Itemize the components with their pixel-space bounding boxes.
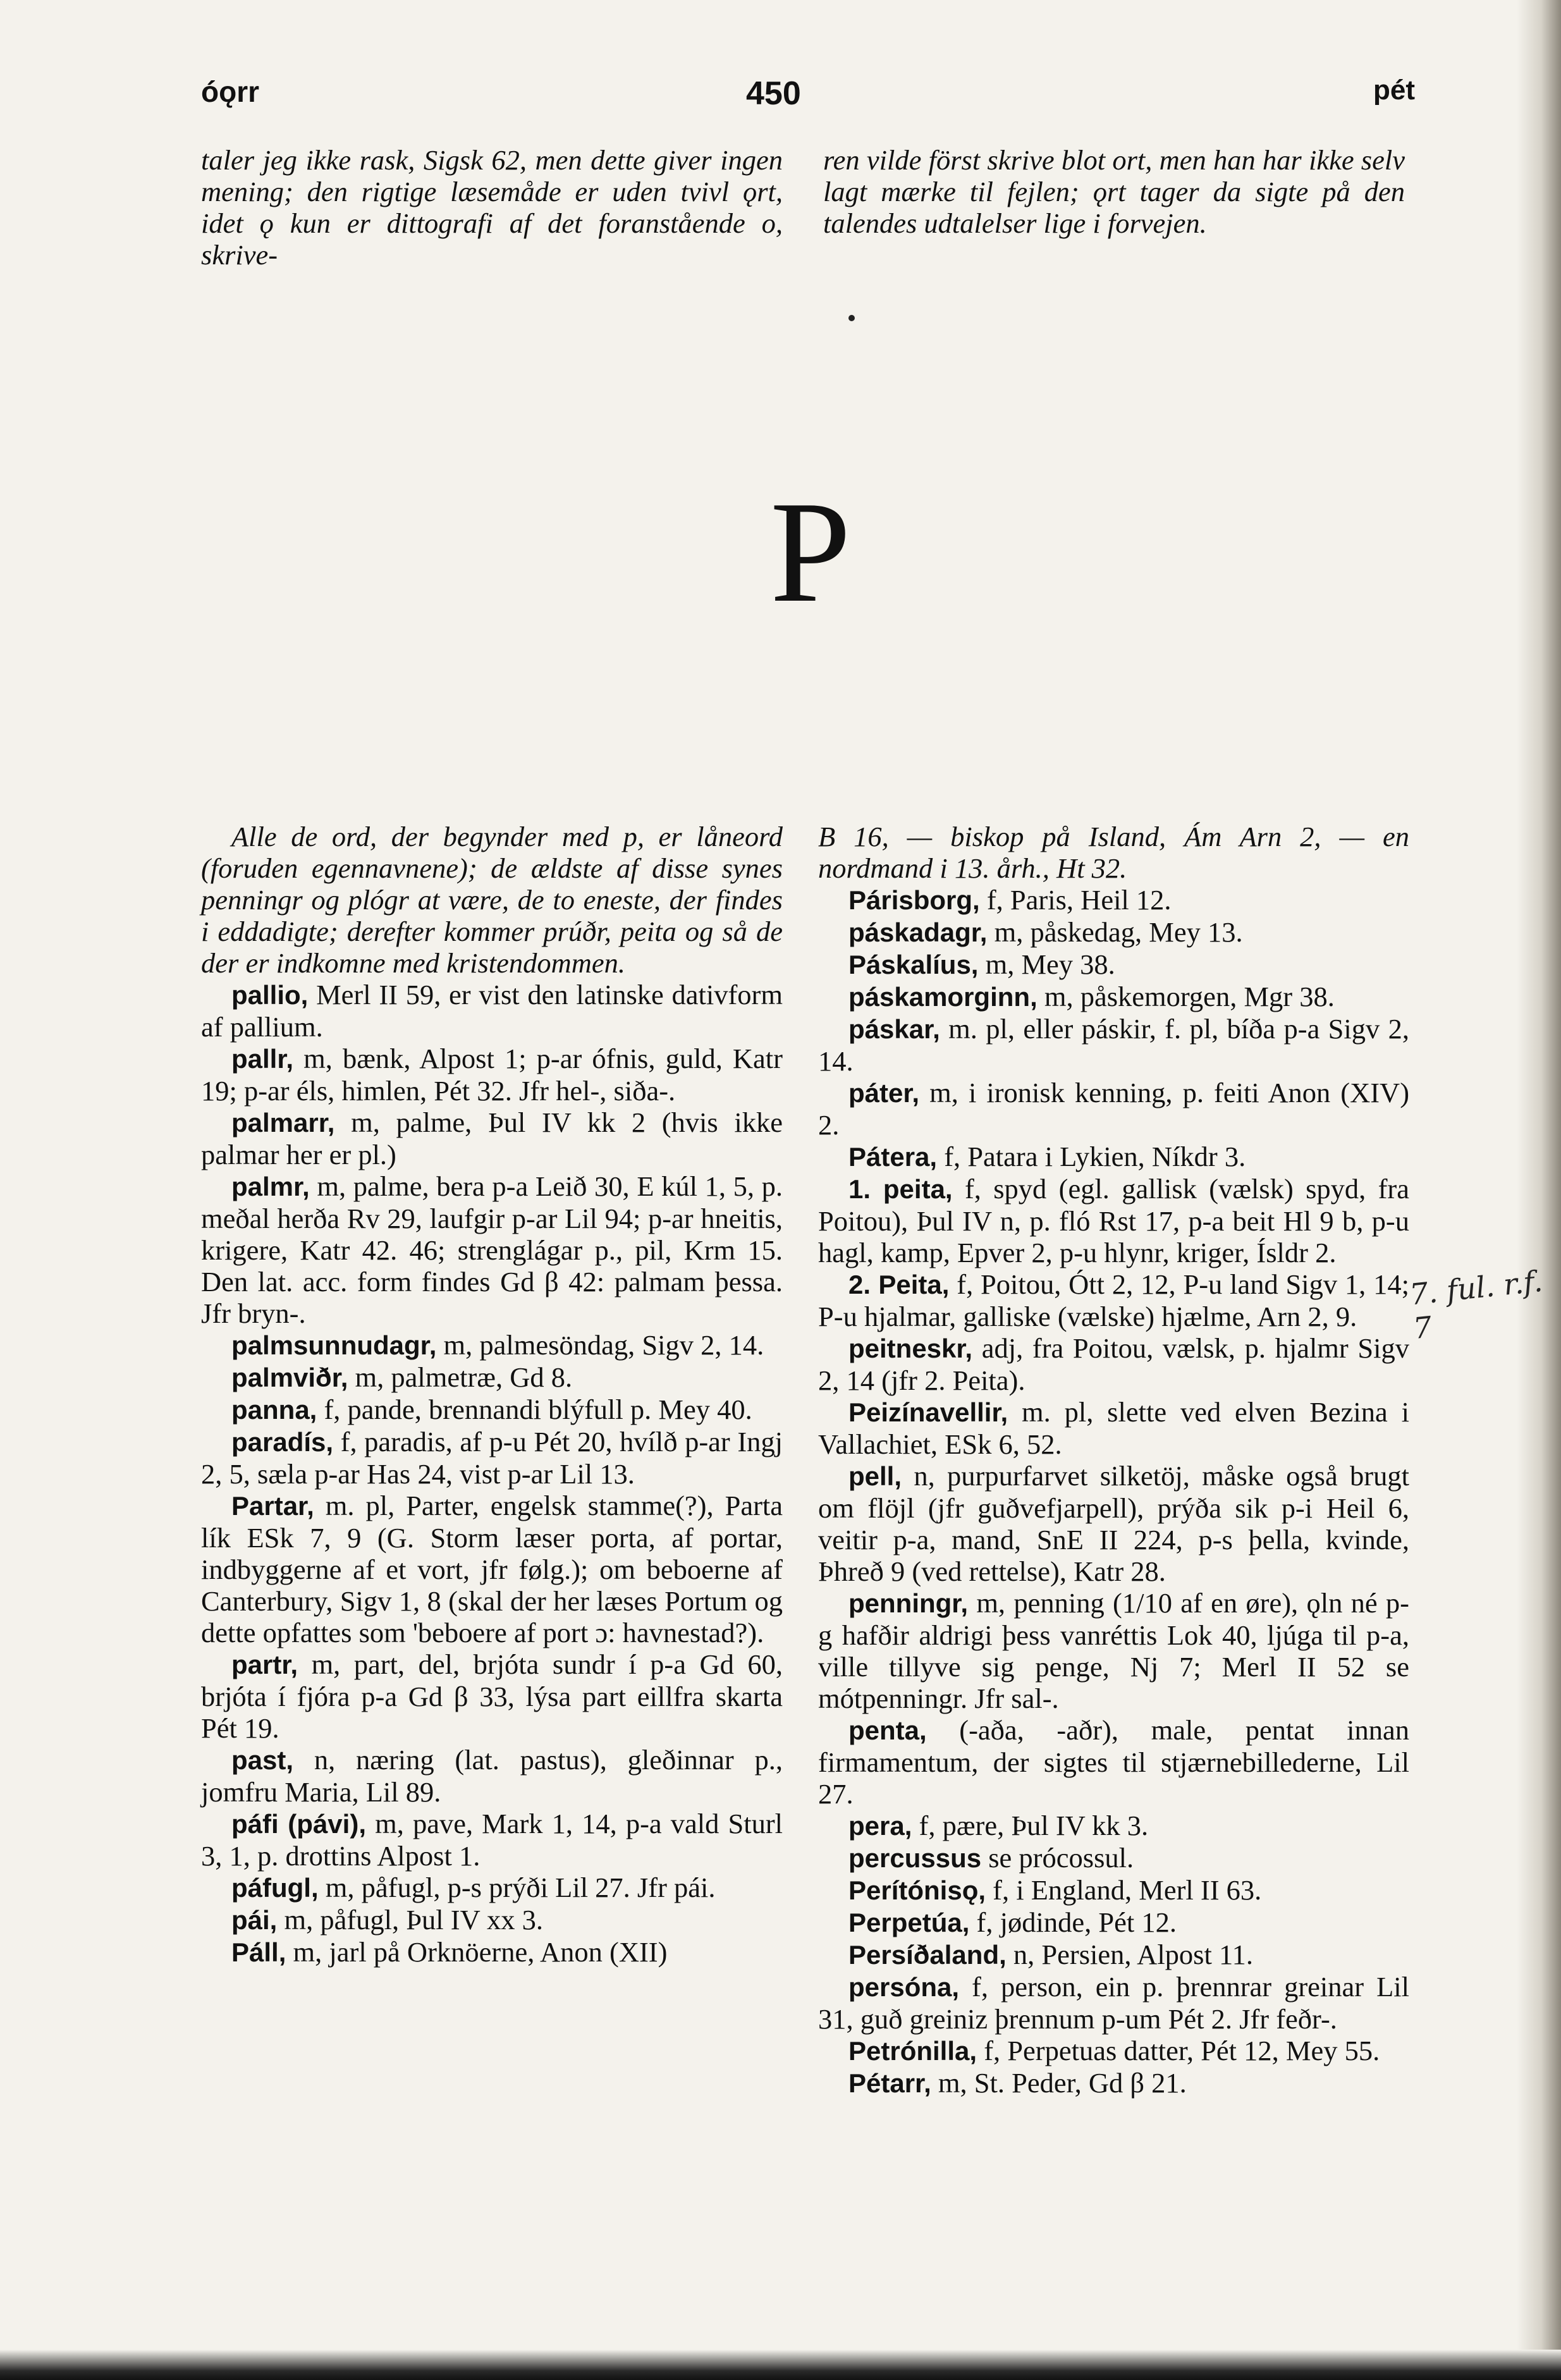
entry-headword: pell, bbox=[848, 1461, 902, 1491]
dictionary-entry bbox=[201, 1490, 783, 1648]
entry-definition: m, påskedag, Mey 13. bbox=[994, 916, 1243, 948]
entry-headword: Páskalíus, bbox=[848, 950, 979, 979]
entry-headword: pái, bbox=[231, 1905, 278, 1935]
entry-definition: m. pl, slette ved elven Bezina i Vallachiet, ESk 6, 52. bbox=[818, 1396, 1410, 1460]
dictionary-entry bbox=[818, 1141, 1409, 1173]
entry-headword: palmsunnudagr, bbox=[231, 1330, 437, 1360]
left-column bbox=[201, 821, 783, 1968]
entry-headword: Partar, bbox=[231, 1491, 314, 1521]
entry-headword: palmr, bbox=[231, 1172, 310, 1201]
dictionary-entry bbox=[818, 1587, 1409, 1714]
entry-headword: páskar, bbox=[848, 1014, 940, 1044]
entry-definition: m, jarl på Orknöerne, Anon (XII) bbox=[293, 1936, 668, 1968]
top-right-column bbox=[823, 144, 1405, 239]
entry-definition: m, Mey 38. bbox=[985, 948, 1115, 980]
entry-headword: páter, bbox=[848, 1078, 920, 1108]
dictionary-entry bbox=[818, 1810, 1409, 1842]
entry-headword: Perítónisǫ, bbox=[848, 1875, 986, 1905]
dictionary-entry bbox=[818, 1460, 1409, 1587]
dictionary-entry bbox=[818, 948, 1409, 981]
entry-definition: n, purpurfarvet silketöj, måske også brugt om flöjl (jfr guðvefjarpell), prýða sik p-i Heil 6, veitir p-a, mand, SnE II 224, p-s þella, kvinde, Þhreð 9 (ved rettelse), Katr 28. bbox=[818, 1460, 1409, 1587]
dictionary-entry bbox=[201, 979, 783, 1043]
entry-definition: m, palmesöndag, Sigv 2, 14. bbox=[443, 1329, 764, 1361]
entry-definition: m, penning (1/10 af en øre), ǫln né p-g hafðir aldrigi þess vanréttis Lok 40, ljúga til p-a, ville tillyve sig penge, Nj 7; Merl II 52 se mótpenningr. Jfr sal-. bbox=[818, 1587, 1410, 1714]
entry-definition: m, palme, bera p-a Leið 30, E kúl 1, 5, p. meðal herða Rv 29, laufgir p-ar Lil 94; p-ar hneitis, krigere, Katr 42. 46; strenglágar p., pil, Krm 15. Den lat. acc. form findes Gd β 42: palmam þessa. Jfr bryn-. bbox=[201, 1170, 783, 1329]
entry-definition: m, part, del, brjóta sundr í p-a Gd 60, brjóta í fjóra p-a Gd β 33, lýsa part eillfra skarta Pét 19. bbox=[201, 1648, 783, 1744]
entry-headword: Pátera, bbox=[848, 1142, 938, 1172]
entry-definition: f, jødinde, Pét 12. bbox=[976, 1906, 1177, 1938]
dictionary-entry bbox=[201, 1394, 783, 1426]
entry-headword: Persíðaland, bbox=[848, 1940, 1007, 1970]
dictionary-entry bbox=[201, 1904, 783, 1936]
dictionary-entry bbox=[818, 981, 1409, 1013]
dictionary-entry bbox=[201, 1170, 783, 1329]
right-column bbox=[818, 821, 1409, 2099]
entry-headword: Petrónilla, bbox=[848, 2036, 977, 2066]
dictionary-entry bbox=[818, 1077, 1409, 1141]
header-left-guideword: óǫrr bbox=[201, 75, 259, 108]
entry-definition: f, Poitou, Ótt 2, 12, P-u land Sigv 1, 14; P-u hjalmar, galliske (vælske) hjælme, Arn 2, 9. bbox=[818, 1268, 1409, 1332]
entry-definition: m. pl, Parter, engelsk stamme(?), Parta lík ESk 7, 9 (G. Storm læser porta, af portar, indbyggerne af et vort, jfr følg.); om beboerne af Canterbury, Sigv 1, 8 (skal der her læses Portum og dette opfattes som 'beboere af port ɔ: havnestad?). bbox=[201, 1490, 783, 1648]
entry-definition: f, Paris, Heil 12. bbox=[986, 884, 1172, 916]
running-header bbox=[0, 75, 1561, 125]
dictionary-entry bbox=[201, 1872, 783, 1904]
entry-headword: páskadagr, bbox=[848, 917, 988, 947]
dictionary-entry bbox=[201, 1426, 783, 1490]
dictionary-entry bbox=[818, 2067, 1409, 2099]
entry-definition: n, næring (lat. pastus), gleðinnar p., jomfru Maria, Lil 89. bbox=[201, 1744, 783, 1808]
dictionary-entry bbox=[201, 1329, 783, 1361]
dictionary-entry bbox=[201, 1936, 783, 1968]
entry-definition: f, Patara i Lykien, Níkdr 3. bbox=[944, 1141, 1246, 1172]
entry-headword: paradís, bbox=[231, 1427, 334, 1457]
top-left-text: taler jeg ikke rask, Sigsk 62, men dette giver ingen mening; den rigtige læsemåde er uden tvivl ǫrt, idet ǫ kun er dittografi af det foranstående o, skrive- bbox=[201, 144, 783, 271]
dictionary-entry bbox=[818, 884, 1409, 916]
intro-paragraph: Alle de ord, der begynder med p, er låneord (foruden egennavnene); de ældste af disse synes penningr og plógr at være, de to eneste, der findes i eddadigte; derefter kommer prúðr, peita og så de der er indkomne med kristendommen. bbox=[201, 821, 783, 979]
dictionary-entry bbox=[818, 1714, 1409, 1810]
dictionary-entry bbox=[818, 1842, 1409, 1874]
dictionary-entry bbox=[818, 1013, 1409, 1077]
entry-definition: f, pære, Þul IV kk 3. bbox=[919, 1810, 1149, 1841]
entry-definition: se prócossul. bbox=[988, 1842, 1134, 1874]
handwritten-annotation: 7. ful. r.f. 7 bbox=[1408, 1263, 1545, 1346]
entry-headword: peitneskr, bbox=[848, 1334, 973, 1363]
header-right-guideword: pét bbox=[1373, 75, 1415, 106]
entry-headword: past, bbox=[231, 1745, 294, 1775]
dictionary-entry bbox=[818, 1396, 1409, 1460]
dictionary-entry bbox=[818, 1332, 1409, 1396]
entry-definition: (-aða, -aðr), male, pentat innan firmamentum, der sigtes til stjærnebillederne, Lil 27. bbox=[818, 1714, 1410, 1810]
entry-headword: páfi (pávi), bbox=[231, 1809, 366, 1839]
entry-headword: palmarr, bbox=[231, 1108, 335, 1138]
entry-definition: m, påfugl, p-s prýði Lil 27. Jfr pái. bbox=[325, 1872, 716, 1903]
section-letter: P bbox=[770, 471, 851, 632]
right-entry-list bbox=[818, 884, 1409, 2099]
entry-definition: n, Persien, Alpost 11. bbox=[1013, 1939, 1253, 1970]
dictionary-entry bbox=[818, 1906, 1409, 1939]
entry-definition: adj, fra Poitou, vælsk, p. hjalmr Sigv 2, 14 (jfr 2. Peita). bbox=[818, 1332, 1410, 1396]
entry-headword: penningr, bbox=[848, 1588, 968, 1618]
entry-definition: m, palmetræ, Gd 8. bbox=[355, 1361, 573, 1393]
dictionary-entry bbox=[201, 1744, 783, 1808]
dictionary-entry bbox=[818, 1268, 1409, 1332]
entry-headword: 2. Peita, bbox=[848, 1270, 950, 1299]
dictionary-entry bbox=[201, 1648, 783, 1744]
entry-definition: m, pave, Mark 1, 14, p-a vald Sturl 3, 1, p. drottins Alpost 1. bbox=[201, 1808, 783, 1872]
dictionary-entry bbox=[818, 1939, 1409, 1971]
entry-headword: penta, bbox=[848, 1715, 927, 1745]
entry-definition: m, påskemorgen, Mgr 38. bbox=[1044, 981, 1335, 1012]
dictionary-entry bbox=[818, 2035, 1409, 2067]
entry-headword: persóna, bbox=[848, 1972, 960, 2002]
dictionary-entry bbox=[201, 1107, 783, 1170]
scan-edge-shadow bbox=[1517, 0, 1561, 2380]
entry-definition: m, palme, Þul IV kk 2 (hvis ikke palmar her er pl.) bbox=[201, 1107, 783, 1170]
entry-definition: f, i England, Merl II 63. bbox=[993, 1874, 1262, 1906]
entry-definition: m, i ironisk kenning, p. feiti Anon (XIV) 2. bbox=[818, 1077, 1410, 1141]
dictionary-entry bbox=[201, 1361, 783, 1394]
entry-definition: m, St. Peder, Gd β 21. bbox=[938, 2067, 1187, 2099]
entry-definition: f, person, ein p. þrennrar greinar Lil 31, guð greiniz þrennum p-um Pét 2. Jfr feðr-. bbox=[818, 1971, 1409, 2035]
entry-definition: m. pl, eller páskir, f. pl, bíða p-a Sigv 2, 14. bbox=[818, 1013, 1410, 1077]
stray-mark bbox=[848, 315, 855, 321]
entry-headword: páfugl, bbox=[231, 1873, 319, 1903]
top-right-text: ren vilde först skrive blot ort, men han har ikke selv lagt mærke til fejlen; ǫrt tager da sigte på den talendes udtalelser lige i forvejen. bbox=[823, 144, 1405, 239]
entry-definition: m, påfugl, Þul IV xx 3. bbox=[284, 1904, 544, 1935]
entry-headword: Páll, bbox=[231, 1937, 286, 1967]
dictionary-entry bbox=[818, 1173, 1409, 1268]
left-entry-list bbox=[201, 979, 783, 1968]
entry-definition: Merl II 59, er vist den latinske dativform af pallium. bbox=[201, 979, 783, 1043]
entry-headword: 1. peita, bbox=[848, 1174, 953, 1204]
top-left-column bbox=[201, 144, 783, 271]
entry-headword: Peizínavellir, bbox=[848, 1397, 1008, 1427]
entry-headword: partr, bbox=[231, 1650, 298, 1679]
entry-headword: palmviðr, bbox=[231, 1363, 348, 1392]
entry-headword: pera, bbox=[848, 1811, 912, 1841]
entry-headword: Perpetúa, bbox=[848, 1908, 970, 1937]
dictionary-entry bbox=[201, 1808, 783, 1872]
entry-definition: m, bænk, Alpost 1; p-ar ófnis, guld, Katr 19; p-ar éls, himlen, Pét 32. Jfr hel-, siða-. bbox=[201, 1043, 783, 1107]
page-number: 450 bbox=[746, 75, 801, 112]
dictionary-entry bbox=[818, 1971, 1409, 2035]
scan-bottom-border bbox=[0, 2350, 1561, 2380]
entry-definition: f, paradis, af p-u Pét 20, hvílð p-ar Ingj 2, 5, sæla p-ar Has 24, vist p-ar Lil 13. bbox=[201, 1426, 783, 1490]
entry-headword: pallio, bbox=[231, 980, 309, 1010]
entry-headword: percussus bbox=[848, 1843, 982, 1873]
entry-headword: páskamorginn, bbox=[848, 982, 1038, 1012]
entry-headword: Pétarr, bbox=[848, 2068, 931, 2098]
entry-definition: f, pande, brennandi blýfull p. Mey 40. bbox=[324, 1394, 752, 1425]
entry-headword: Párisborg, bbox=[848, 885, 980, 915]
entry-definition: f, spyd (egl. gallisk (vælsk) spyd, fra Poitou), Þul IV n, p. fló Rst 17, p-a beit Hl 9 b, p-u hagl, kamp, Epver 2, p-u hlynr, kriger, Ísldr 2. bbox=[818, 1173, 1410, 1268]
continuation-paragraph: B 16, — biskop på Island, Ám Arn 2, — en nordmand i 13. årh., Ht 32. bbox=[818, 821, 1409, 884]
dictionary-entry bbox=[201, 1043, 783, 1107]
dictionary-entry bbox=[818, 916, 1409, 948]
entry-headword: panna, bbox=[231, 1395, 317, 1425]
entry-headword: pallr, bbox=[231, 1044, 294, 1074]
dictionary-entry bbox=[818, 1874, 1409, 1906]
entry-definition: f, Perpetuas datter, Pét 12, Mey 55. bbox=[984, 2035, 1380, 2066]
